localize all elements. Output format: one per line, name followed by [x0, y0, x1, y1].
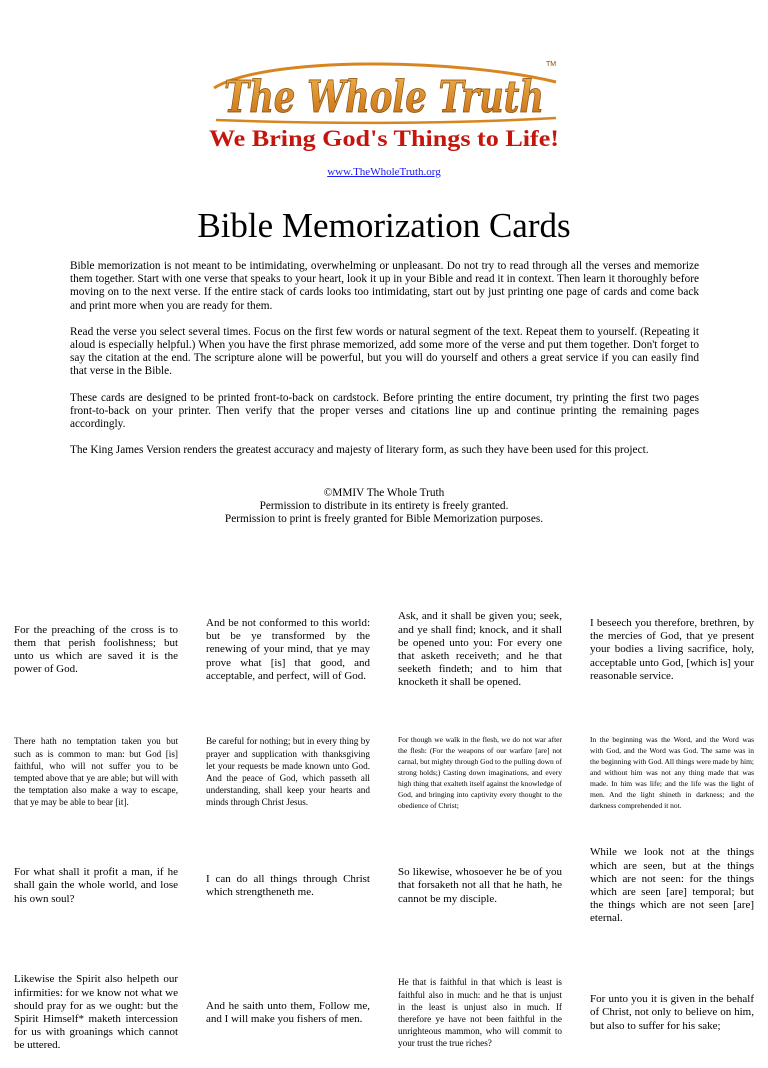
verse-card-2 — [206, 600, 370, 700]
copyright-line: ©MMIV The Whole Truth — [323, 487, 445, 499]
verse-card-12 — [590, 840, 754, 932]
verse-text: There hath no temptation taken you but such as is common to man: but God [is] faithful, who will not suffer you to be tempted above that ye are able; but will with the temptation also make a way to escape, that ye may be able to bear [it]. — [14, 736, 178, 808]
verse-card-8 — [590, 722, 754, 822]
verse-text: Likewise the Spirit also helpeth our infirmities: for we know not what we should pray for as we ought: but the Spirit Himself* maketh intercession for us with groanings which cannot be uttered. — [14, 973, 178, 1052]
intro-paragraph-4: The King James Version renders the greatest accuracy and majesty of literary form, as such they have been used for this project. — [70, 444, 649, 457]
verse-card-16 — [590, 958, 754, 1068]
verse-card-4 — [590, 600, 754, 700]
verse-text: While we look not at the things which are seen, but at the things which are not seen: for the things which are seen [are] temporal; but the things which are not seen [are] eternal. — [590, 846, 754, 925]
intro-paragraph-3: These cards are designed to be printed front-to-back on cardstock. Before printing the entire document, try printing the first two pages front-to-back on your printer. Then verify that the proper verses and citations line up and continue printing the remaining pages accordingly. — [70, 391, 699, 431]
verse-text: And he saith unto them, Follow me, and I will make you fishers of men. — [206, 999, 370, 1025]
site-logo — [206, 54, 562, 154]
logo-tagline: We Bring God's Things to Life! — [209, 126, 559, 151]
verse-text: For though we walk in the flesh, we do not war after the flesh: (For the weapons of our warfare [are] not carnal, but mighty through God to the pulling down of strong holds;) Casting down imaginations, and every high thing that exalteth itself against the knowledge of God, and bringing into captivity every thought to the obedience of Christ; — [398, 734, 562, 810]
verse-card-3 — [398, 600, 562, 700]
verse-text: He that is faithful in that which is least is faithful also in much: and he that is unjust in the least is unjust also in much. If therefore ye have not been faithful in the unrighteous mammon, who will commit to your trust the true riches? — [398, 977, 562, 1049]
verse-text: And be not conformed to this world: but be ye transformed by the renewing of your mind, that ye may prove what [is] that good, and acceptable, and perfect, will of God. — [206, 616, 370, 682]
copyright-block — [0, 487, 768, 527]
intro-paragraph-2: Read the verse you select several times. Focus on the first few words or natural segment of the text. Repeat them to yourself. (Repeating it aloud is especially helpful.) When you have the first phrase memorized, add some more of the verse and put them together. Don't forget to say the citation at the end. The scripture alone will be powerful, but you will do yourself and others a great service if you can easily find that verse in the Bible. — [70, 325, 699, 378]
verse-card-13 — [14, 958, 178, 1068]
website-link[interactable]: www.TheWholeTruth.org — [327, 166, 441, 178]
verse-text: I can do all things through Christ which strengtheneth me. — [206, 872, 370, 898]
intro-paragraph-1: Bible memorization is not meant to be intimidating, overwhelming or unpleasant. Do not try to read through all the verses and memorize them together. Start with one verse that speaks to your heart, look it up in your Bible and read it in context. Then learn it thoroughly before moving on to the next verse. If the entire stack of cards looks too intimidating, start out by just printing one page of cards and come back and print more when you are ready for them. — [70, 260, 699, 312]
verse-card-14 — [206, 958, 370, 1068]
verse-card-9 — [14, 840, 178, 932]
verse-card-10 — [206, 840, 370, 932]
print-permission: Permission to print is freely granted for Bible Memorization purposes. — [224, 513, 544, 526]
verse-card-11 — [398, 840, 562, 932]
distribution-permission: Permission to distribute in its entirety is freely granted. — [259, 500, 509, 513]
verse-text: In the beginning was the Word, and the Word was with God, and the Word was God. The same was in the beginning with God. All things were made by him; and without him was not any thing made that was made. In him was life; and the life was the light of men. And the light shineth in darkness; and the darkness comprehended it not. — [590, 734, 754, 810]
logo-trademark: TM — [546, 61, 557, 68]
page-title: Bible Memorization Cards — [197, 206, 571, 245]
verse-card-7 — [398, 722, 562, 822]
verse-text: For the preaching of the cross is to them that perish foolishness; but unto us which are saved it is the power of God. — [14, 623, 178, 676]
logo-title: The Whole Truth — [224, 72, 544, 123]
verse-card-15 — [398, 958, 562, 1068]
verse-text: I beseech you therefore, brethren, by the mercies of God, that ye present your bodies a living sacrifice, holy, acceptable unto God, [which is] your reasonable service. — [590, 616, 754, 682]
verse-text: For what shall it profit a man, if he shall gain the whole world, and lose his own soul? — [14, 866, 178, 905]
verse-text: For unto you it is given in the behalf of Christ, not only to believe on him, but also to suffer for his sake; — [590, 993, 754, 1032]
verse-text: So likewise, whosoever he be of you that forsaketh not all that he hath, he cannot be my disciple. — [398, 866, 562, 905]
verse-card-1 — [14, 600, 178, 700]
verse-text: Be careful for nothing; but in every thing by prayer and supplication with thanksgiving let your requests be made known unto God. And the peace of God, which passeth all understanding, shall keep your hearts and minds through Christ Jesus. — [206, 736, 370, 808]
verse-card-6 — [206, 722, 370, 822]
verse-card-5 — [14, 722, 178, 822]
verse-text: Ask, and it shall be given you; seek, and ye shall find; knock, and it shall be opened unto you: For every one that asketh receiveth; and he that seeketh findeth; and to him that knocketh it shall be opened. — [398, 610, 562, 689]
intro-section — [70, 260, 699, 470]
